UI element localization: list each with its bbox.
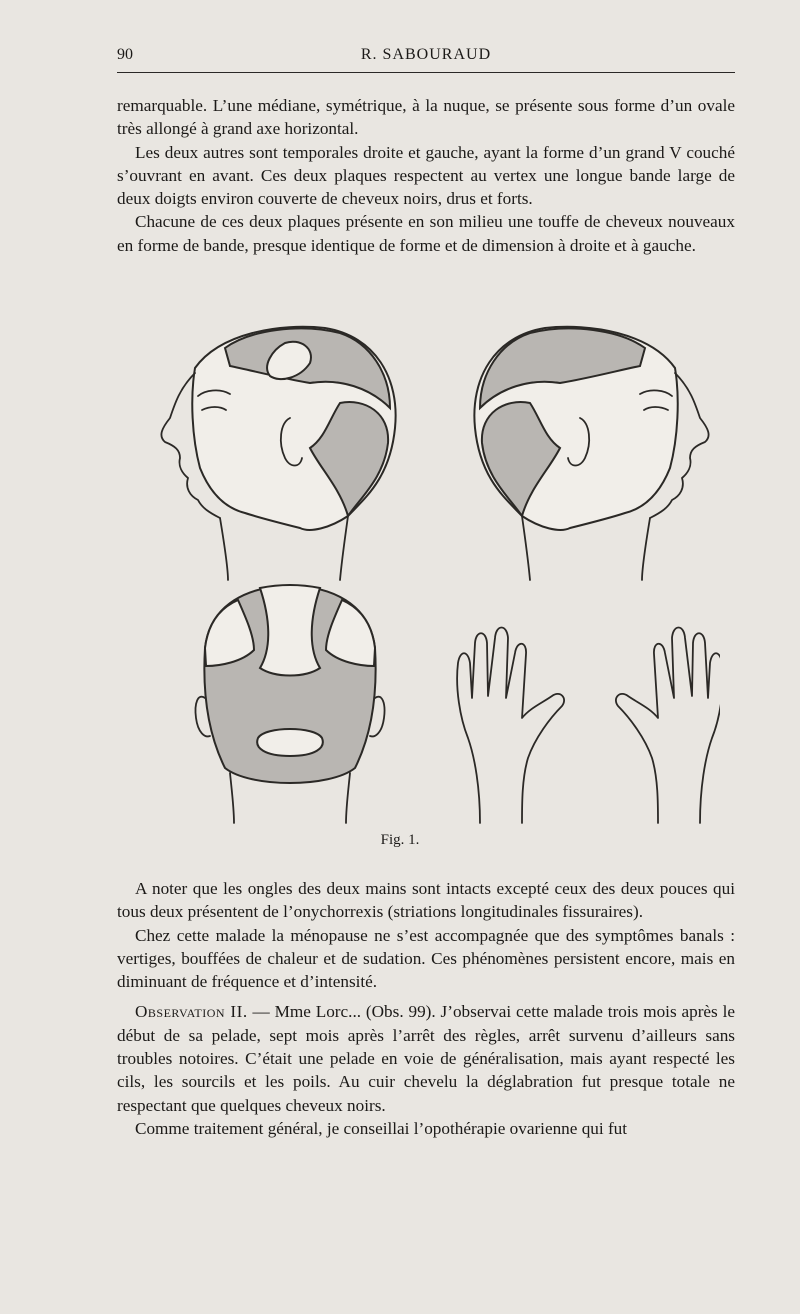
head-profile-right xyxy=(474,327,708,580)
running-head: R. SABOURAUD xyxy=(360,46,492,63)
text-block-top xyxy=(117,94,735,257)
observation-text: — Mme Lorc... (Obs. 99). J’observai cette malade trois mois après le début de sa pelade, sept mois après l’arrêt des règles, arrêt survenu d’ailleurs sans troubles notoires. C’était une pelade en voie de généralisation, mais ayant respecté les cils, les sourcils et les poils. Au cuir chevelu la déglabration fut presque totale ne respectant que quelques cheveux noirs. xyxy=(117,1002,736,1115)
hands-illustration xyxy=(457,628,720,824)
head-back-view xyxy=(195,585,384,823)
paragraph: remarquable. L’une médiane, symétrique, à la nuque, se présente sous forme d’un ovale très allongé à grand axe horizontal. xyxy=(117,96,735,139)
paragraph: Chez cette malade la ménopause ne s’est accompagnée que des symptômes banals : vertiges, bouffées de chaleur et de sudation. Ces phénomènes persistent encore, mais en diminuant de fréquence et d’intensité. xyxy=(117,925,735,992)
page-header xyxy=(117,44,735,73)
paragraph: A noter que les ongles des deux mains sont intacts excepté ceux des deux pouces qui tous deux présentent de l’onychorrexis (striations longitudinales fissuraires). xyxy=(117,879,735,922)
paragraph: Comme traitement général, je conseillai l’opothérapie ovarienne qui fut xyxy=(135,1118,628,1138)
paragraph: Les deux autres sont temporales droite et gauche, ayant la forme d’un grand V couché s’ouvrant en avant. Ces deux plaques respectent au vertex une longue bande large de deux doigts environ couverte de cheveux noirs, drus et forts. xyxy=(117,142,735,209)
head-profile-left xyxy=(161,327,395,580)
paragraph: Chacune de ces deux plaques présente en son milieu une touffe de cheveux nouveaux en forme de bande, presque identique de forme et de dimension à droite et à gauche. xyxy=(117,212,735,255)
figure-illustration xyxy=(150,318,720,838)
observation-paragraph xyxy=(117,1000,735,1116)
page-number: 90 xyxy=(117,46,133,63)
figure-caption: Fig. 1. xyxy=(380,832,420,848)
observation-heading: Observation II. xyxy=(135,1002,248,1022)
text-block-bottom xyxy=(117,877,735,1140)
figure-1 xyxy=(150,318,720,838)
